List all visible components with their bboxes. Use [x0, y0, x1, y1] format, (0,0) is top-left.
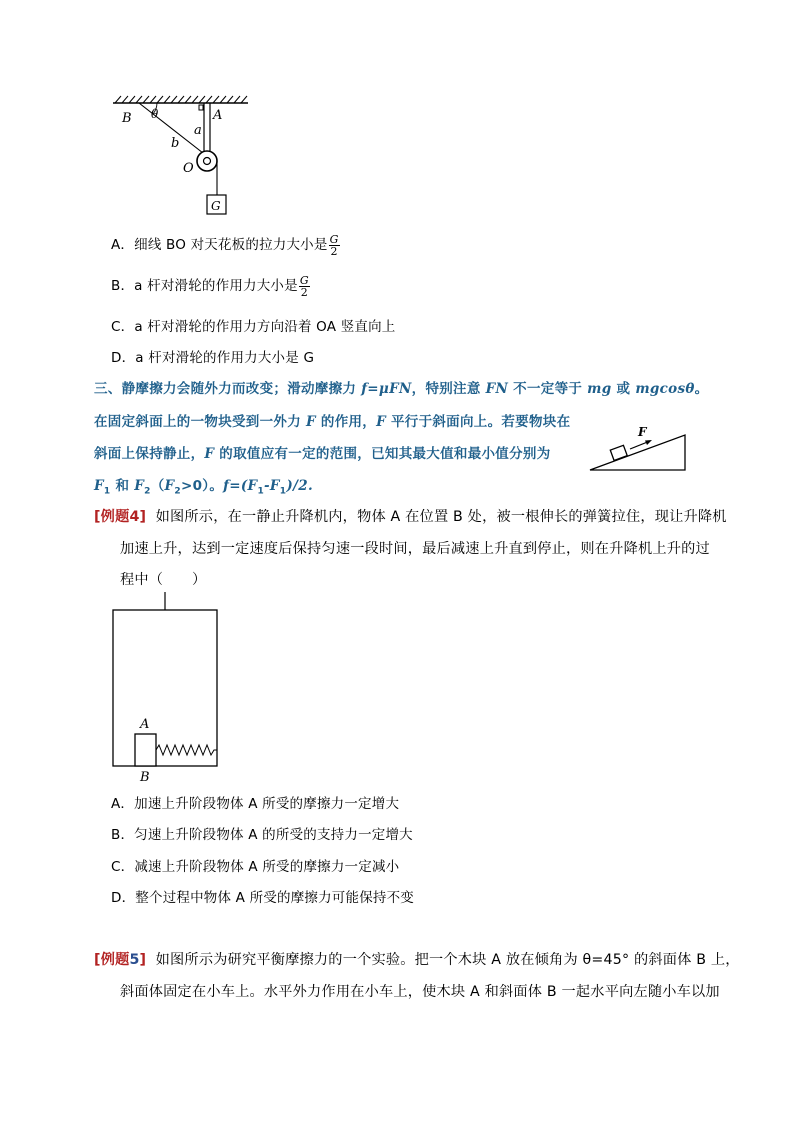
option-c-text: C．a 杆对滑轮的作用力方向沿着 OA 竖直向上	[111, 319, 396, 335]
section3-line4: $F_1$ 和 $F_2(F_2>0)$。$f=(F_1-F_1)/2$.	[94, 478, 313, 497]
label-B: B	[140, 770, 150, 785]
option-d-text: D．a 杆对滑轮的作用力大小是 G	[111, 350, 315, 366]
fraction-g-over-2: $\frac{G}{2}$	[329, 232, 339, 258]
label-B: B	[122, 111, 132, 126]
section3-line2: 在固定斜面上的一物块受到一外力 F 的作用，F 平行于斜面向上。若要物块在	[94, 414, 571, 430]
elevator-figure	[108, 590, 228, 785]
label-b: b	[171, 136, 180, 151]
ex4-option-c[interactable]: C．减速上升阶段物体 A 所受的摩擦力一定减小	[111, 859, 400, 875]
ex4-option-d[interactable]: D．整个过程中物体 A 所受的摩擦力可能保持不变	[111, 890, 415, 906]
label-G: G	[211, 199, 221, 213]
ex4-option-a[interactable]: A．加速上升阶段物体 A 所受的摩擦力一定增大	[111, 796, 400, 812]
section3-line3: 斜面上保持静止，F 的取值应有一定的范围，已知其最大值和最小值分别为	[94, 446, 551, 462]
example4-line2: 加速上升，达到一定速度后保持匀速一段时间，最后减速上升直到停止，则在升降机上升的过	[120, 541, 710, 557]
option-c[interactable]	[111, 315, 396, 335]
label-A: A	[140, 717, 150, 732]
example5-line2: 斜面体固定在小车上。水平外力作用在小车上，使木块 A 和斜面体 B 一起水平向左随小车以加	[120, 984, 720, 1000]
fraction-g-over-2: $\frac{G}{2}$	[299, 273, 309, 299]
label-F: F	[638, 425, 647, 439]
example4-line3: 程中（ ）	[120, 572, 207, 588]
label-O: O	[183, 161, 194, 176]
option-b-text: B．a 杆对滑轮的作用力大小是	[111, 278, 298, 294]
example5-line1: [例题5] 如图所示为研究平衡摩擦力的一个实验。把一个木块 A 放在倾角为 θ=45° 的斜面体 B 上，	[94, 952, 740, 968]
label-theta: θ	[151, 107, 159, 121]
option-d[interactable]	[111, 346, 314, 366]
example5-tag: [例题5]	[94, 952, 147, 968]
option-b[interactable]	[111, 274, 310, 298]
ex4-option-b[interactable]: B．匀速上升阶段物体 A 的所受的支持力一定增大	[111, 827, 413, 843]
option-a[interactable]	[111, 233, 340, 257]
label-a: a	[194, 123, 202, 138]
incline-figure	[588, 425, 688, 473]
pulley-figure	[105, 95, 255, 220]
option-a-text: A．细线 BO 对天花板的拉力大小是	[111, 237, 328, 253]
section3-line1: 三、静摩擦力会随外力而改变；滑动摩擦力 f=μFN，特别注意 FN 不一定等于 mg 或 mgcosθ。	[94, 381, 709, 397]
example4-tag: [例题4]	[94, 509, 147, 525]
example4-line1: [例题4] 如图所示，在一静止升降机内，物体 A 在位置 B 处，被一根伸长的弹簧拉住，现让升降机	[94, 509, 727, 525]
label-A: A	[213, 108, 223, 123]
